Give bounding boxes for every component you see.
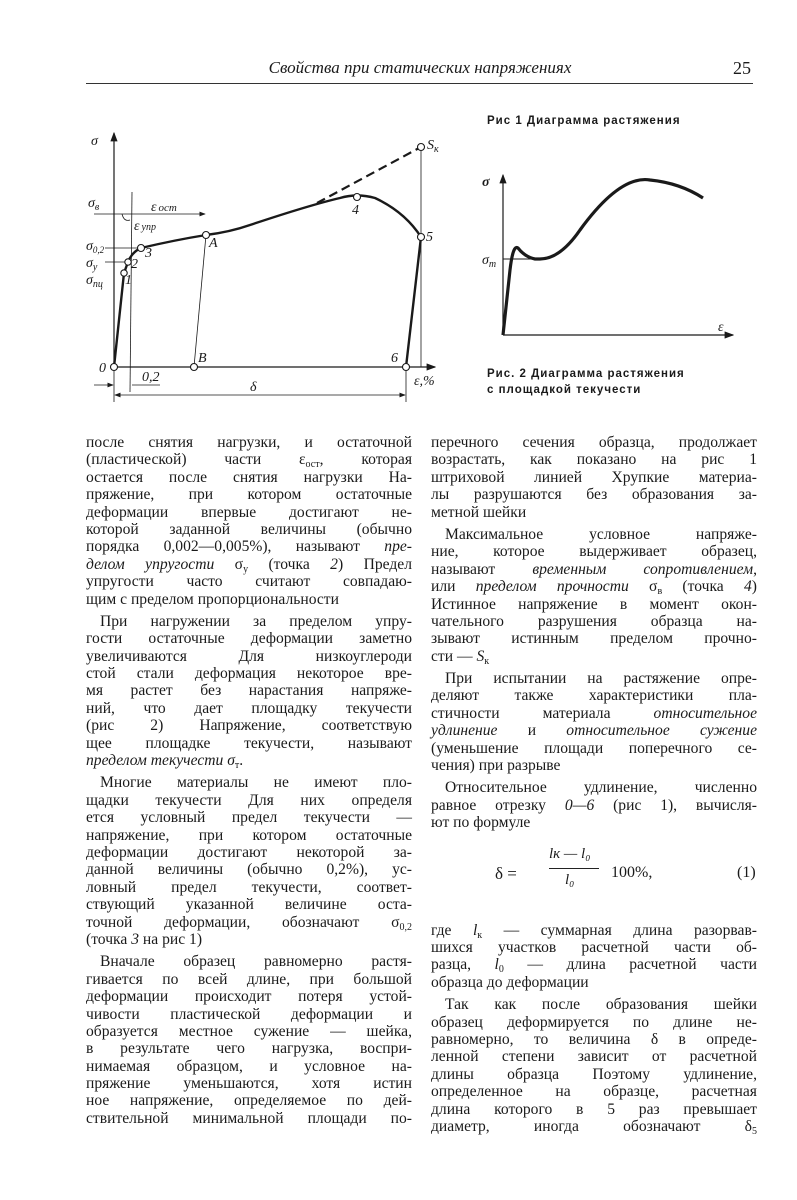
paragraph [86, 613, 412, 770]
page-number: 25 [733, 58, 751, 78]
text-line [86, 1110, 412, 1127]
formula-fraction-bar [549, 868, 599, 869]
label-point-6: 6 [391, 351, 398, 366]
figure-2-yield-plateau-diagram [482, 175, 733, 396]
text-line [86, 914, 412, 931]
curve-points [111, 144, 425, 371]
italic-term: 4 [743, 578, 752, 596]
text-run: мя растет без нарастания напряже- [86, 682, 412, 700]
text-run: (пластической) части ε [86, 451, 306, 469]
label-point-b: B [198, 351, 207, 366]
text-line [86, 931, 412, 948]
subscript: 0,2 [399, 921, 412, 933]
text-line [86, 434, 412, 451]
label-delta: δ [250, 380, 257, 395]
paragraph [431, 779, 757, 831]
subscript: в [657, 586, 663, 598]
text-run: Максимальное условное напряже- [445, 525, 757, 543]
text-run: перечного сечения образца, продолжает [431, 434, 757, 451]
text-line [86, 451, 412, 471]
label-point-4: 4 [352, 203, 359, 218]
text-run: где [431, 921, 473, 939]
text-line [86, 953, 412, 970]
text-run: , которая [319, 451, 412, 469]
text-run: стой стали деформация некоторое вре- [86, 665, 412, 683]
text-line [86, 827, 412, 844]
formula-lhs: δ = [495, 863, 517, 883]
running-header-title: Свойства при статических напряжениях [268, 58, 572, 77]
text-line [431, 434, 757, 451]
text-run: сти — [431, 647, 477, 665]
text-line [86, 792, 412, 809]
text-run: ловный предел текучести, соответ- [86, 878, 412, 896]
text-run: порядка 0,002—0,005%), называют [86, 538, 385, 556]
figure-2-caption-line1: Рис. 2 Диаграмма растяжения [487, 368, 685, 380]
text-run: ) Предел [337, 555, 412, 573]
label-origin: 0 [99, 361, 106, 376]
text-line [431, 578, 757, 598]
text-line [431, 996, 757, 1013]
text-run: стичности материала [431, 704, 654, 722]
text-line [86, 809, 412, 826]
text-line [431, 757, 757, 774]
text-run: (уменьшение площади поперечного се- [431, 739, 757, 757]
fig2-x-axis-label: ε [718, 320, 724, 335]
text-run: ствительной минимальной площади по- [86, 1109, 412, 1127]
label-sigma-02: $\sigma_{0,2}$ [86, 239, 105, 255]
label-sigma-pc: $\sigma_{пц}$ [86, 273, 103, 290]
text-run: возрастать, как показано на рис 1 [431, 451, 757, 469]
text-line [86, 573, 412, 590]
text-run: упругости часто считают совпадаю- [86, 573, 412, 591]
text-run: . [239, 752, 244, 770]
text-line [431, 561, 757, 578]
text-run: (точка [248, 555, 331, 573]
italic-term: удлинение [431, 722, 498, 740]
text-line [431, 1066, 757, 1083]
label-sigma-v: $\sigma_в$ [88, 196, 100, 213]
text-line [86, 717, 412, 734]
text-run: и [497, 722, 567, 740]
label-eps-upr: ε упр [134, 219, 156, 234]
text-line [431, 1048, 757, 1065]
text-run: деляют также характеристики пла- [431, 687, 757, 705]
text-line [431, 797, 757, 814]
text-run: которой заданной величины (обычно [86, 520, 412, 538]
text-run: диаметр, иногда обозначают δ [431, 1117, 752, 1135]
text-run: лы разрушаются без образования за- [431, 486, 757, 504]
text-run: (рис 1), вычисля- [594, 796, 758, 814]
text-run: чивости пластической деформации и [86, 1005, 412, 1023]
text-run: — длина расчетной части [503, 956, 757, 974]
subscript: к [484, 655, 490, 667]
text-line [86, 504, 412, 521]
y-axis-label: σ [91, 134, 98, 149]
subscript: ост [305, 459, 320, 471]
text-run: σ [628, 578, 658, 596]
text-run: длина которого в 5 раз превышает [431, 1100, 757, 1118]
text-run: (точка [86, 930, 132, 948]
text-run: зывают истинным пределом прочно- [431, 630, 757, 648]
text-line [86, 752, 412, 772]
text-run: ний, что дает площадку текучести [86, 699, 412, 717]
figure-1-stress-strain-diagram [0, 0, 797, 420]
text-line [431, 1014, 757, 1031]
text-run: образец деформируется по длине не- [431, 1013, 757, 1031]
paragraph [431, 434, 757, 521]
right-column-top-text [431, 434, 757, 832]
text-run: в результате чего нагрузка, воспри- [86, 1040, 412, 1058]
text-line [86, 556, 412, 573]
text-line [431, 974, 757, 991]
text-run: (точка [662, 578, 744, 596]
text-run: Истинное напряжение в момент окон- [431, 595, 757, 613]
text-line [431, 613, 757, 630]
text-run: чательного разрушения образца на- [431, 612, 757, 630]
subscript: т [234, 760, 240, 772]
label-point-sk: $S_к$ [427, 138, 439, 155]
fig2-y-axis-label: σ [482, 175, 490, 190]
formula-numerator: lк — l₀ [549, 845, 591, 862]
italic-term: относительное сужение [566, 722, 757, 740]
text-column-left [86, 434, 412, 1127]
text-line [431, 469, 757, 486]
helper-lines [94, 147, 421, 402]
figure-1-caption: Рис 1 Диаграмма растяжения [487, 115, 681, 127]
label-point-a: A [209, 236, 218, 251]
text-line [86, 861, 412, 878]
text-run: чения) при разрыве [431, 757, 561, 775]
text-run: ) [751, 578, 757, 596]
subscript: к [477, 929, 483, 941]
paragraph [86, 953, 412, 1127]
text-run: ное напряжение, определяемое по дей- [86, 1092, 412, 1110]
text-run: ствующий указанной величине оста- [86, 896, 412, 914]
italic-term: 2 [330, 555, 338, 573]
x-axis-label: ε,% [414, 374, 435, 389]
text-line [431, 630, 757, 647]
text-line [86, 521, 412, 538]
text-run: деформации происходит потеря устой- [86, 988, 412, 1006]
text-line [431, 670, 757, 687]
text-run: штриховой линией Хрупкие материа- [431, 468, 757, 486]
text-line [86, 469, 412, 486]
text-line [431, 526, 757, 543]
text-line [86, 879, 412, 896]
paragraph [431, 670, 757, 774]
text-line [431, 956, 757, 976]
text-run: или [431, 578, 476, 596]
text-line [431, 1083, 757, 1100]
italic-term: 0—6 [564, 796, 595, 814]
text-run: Многие материалы не имеют пло- [100, 774, 412, 792]
text-run: образца до деформации [431, 973, 589, 991]
text-line [431, 504, 757, 521]
text-line [86, 774, 412, 791]
italic-term: 3 [131, 930, 139, 948]
text-run: ние, которое выдерживает образец, [431, 543, 757, 561]
label-point-1: 1 [125, 273, 132, 288]
text-line [86, 1023, 412, 1040]
text-line [431, 648, 757, 665]
text-run: Так как после образования шейки [445, 996, 757, 1014]
formula-factor: 100%, [611, 863, 653, 881]
text-run: остается после снятия нагрузки На- [86, 468, 412, 486]
text-line [431, 451, 757, 468]
text-run: щее площадке текучести, называют [86, 734, 412, 752]
paragraph [86, 774, 412, 948]
label-point-5: 5 [426, 230, 433, 245]
italic-term: l [472, 921, 478, 939]
text-line [86, 971, 412, 988]
text-line [431, 779, 757, 796]
label-eps-ost: ε ост [151, 200, 177, 215]
true-stress-dashed-line [317, 147, 421, 203]
paragraph [431, 996, 757, 1135]
paragraph [86, 434, 412, 608]
text-line [86, 1075, 412, 1092]
text-run: Вначале образец равномерно растя- [100, 953, 412, 971]
text-line [86, 1006, 412, 1023]
text-run: напряжение, при котором остаточные [86, 826, 412, 844]
label-point-2: 2 [131, 257, 138, 272]
paragraph [431, 526, 757, 665]
italic-term: пределом прочности [475, 578, 629, 596]
text-run: равное отрезку [431, 796, 565, 814]
text-run: нимаемая образцом, и условное на- [86, 1057, 412, 1075]
text-line [431, 1031, 757, 1048]
text-run: точной деформации, обозначают σ [86, 913, 400, 931]
text-run: Относительное удлинение, численно [445, 779, 757, 797]
stress-strain-curve [114, 196, 421, 368]
text-line [431, 596, 757, 613]
text-run: σ [214, 555, 244, 573]
text-line [86, 700, 412, 717]
fig2-label-sigma-t: $\sigma_т$ [482, 253, 497, 270]
italic-term: пределом текучести σ [86, 752, 235, 770]
fig2-curve [503, 180, 703, 335]
text-line [431, 1101, 757, 1118]
text-run: после снятия нагрузки, и остаточной [86, 434, 412, 451]
text-run: ется условный предел текучести — [86, 809, 412, 827]
text-line [86, 896, 412, 913]
text-run: ют по формуле [431, 814, 531, 832]
italic-term: пре- [384, 538, 412, 556]
text-run: При нагружении за пределом упру- [100, 612, 412, 630]
text-line [431, 722, 757, 739]
text-line [431, 1118, 757, 1135]
text-run: (рис 2) Напряжение, соответствую [86, 717, 412, 735]
text-line [431, 939, 757, 956]
label-offset-02: 0,2 [142, 370, 160, 385]
text-line [431, 922, 757, 939]
italic-term: временным сопротивлением [532, 560, 754, 578]
italic-term: l [494, 956, 499, 974]
text-line [431, 740, 757, 757]
text-run: шихся участков расчетной части об- [431, 938, 757, 956]
italic-term: относительное [653, 704, 757, 722]
text-run: определенное на образце, расчетная [431, 1083, 757, 1101]
text-run: деформации достигают некоторой за- [86, 843, 412, 861]
paragraph [431, 922, 757, 992]
formula-number: (1) [737, 863, 756, 881]
formula-elongation [431, 838, 757, 922]
text-line [86, 1092, 412, 1109]
text-run: щим с пределом пропорциональности [86, 590, 339, 608]
text-run: гости остаточные деформации заметно [86, 630, 412, 648]
text-run: ленной степени зависит от расчетной [431, 1048, 757, 1066]
formula-denominator: l₀ [565, 871, 575, 888]
text-line [431, 814, 757, 831]
text-run: пряжение, при котором остаточные [86, 486, 412, 504]
text-line [86, 630, 412, 647]
text-run: — суммарная длина разорвав- [482, 921, 758, 939]
subscript: у [243, 563, 249, 575]
text-run: щадки текучести Для них определя [86, 791, 412, 809]
text-run: равномерно, то величина δ в опреде- [431, 1030, 757, 1048]
label-sigma-y: $\sigma_у$ [86, 256, 98, 273]
text-line [86, 486, 412, 503]
text-column-right [431, 434, 757, 1135]
text-line [86, 648, 412, 665]
text-line [86, 591, 412, 608]
text-line [86, 844, 412, 861]
text-run: гивается по всей длине, при большой [86, 970, 412, 988]
right-column-bottom-text [431, 922, 757, 1136]
text-line [431, 486, 757, 503]
text-line [86, 988, 412, 1005]
subscript: 5 [752, 1125, 757, 1137]
italic-term: S [476, 647, 485, 665]
text-run: увеличиваются Для низкоуглероди [86, 647, 412, 665]
text-line [86, 735, 412, 752]
text-run: , [753, 560, 758, 578]
text-run: длины образца Поэтому удлинение, [431, 1065, 757, 1083]
figure-2-caption-line2: с площадкой текучести [487, 384, 642, 396]
text-run: образуется местное сужение — шейка, [86, 1022, 412, 1040]
text-run: метной шейки [431, 503, 527, 521]
text-line [86, 665, 412, 682]
subscript: 0 [498, 964, 504, 976]
text-run: деформации впервые достигают не- [86, 503, 412, 521]
text-run: При испытании на растяжение опре- [445, 670, 757, 688]
text-line [86, 538, 412, 555]
text-line [86, 1058, 412, 1075]
text-run: данной величины (обычно 0,2%), ус- [86, 861, 412, 879]
text-run: называют [431, 560, 533, 578]
text-line [86, 1040, 412, 1057]
text-run: разца, [431, 956, 495, 974]
text-line [431, 705, 757, 722]
text-run: пряжение уменьшаются, хотя истин [86, 1075, 412, 1093]
label-point-3: 3 [145, 246, 152, 261]
text-run: на рис 1) [139, 930, 203, 948]
italic-term: делом упругости [86, 555, 215, 573]
text-line [431, 543, 757, 560]
text-line [431, 687, 757, 704]
text-line [86, 682, 412, 699]
text-line [86, 613, 412, 630]
